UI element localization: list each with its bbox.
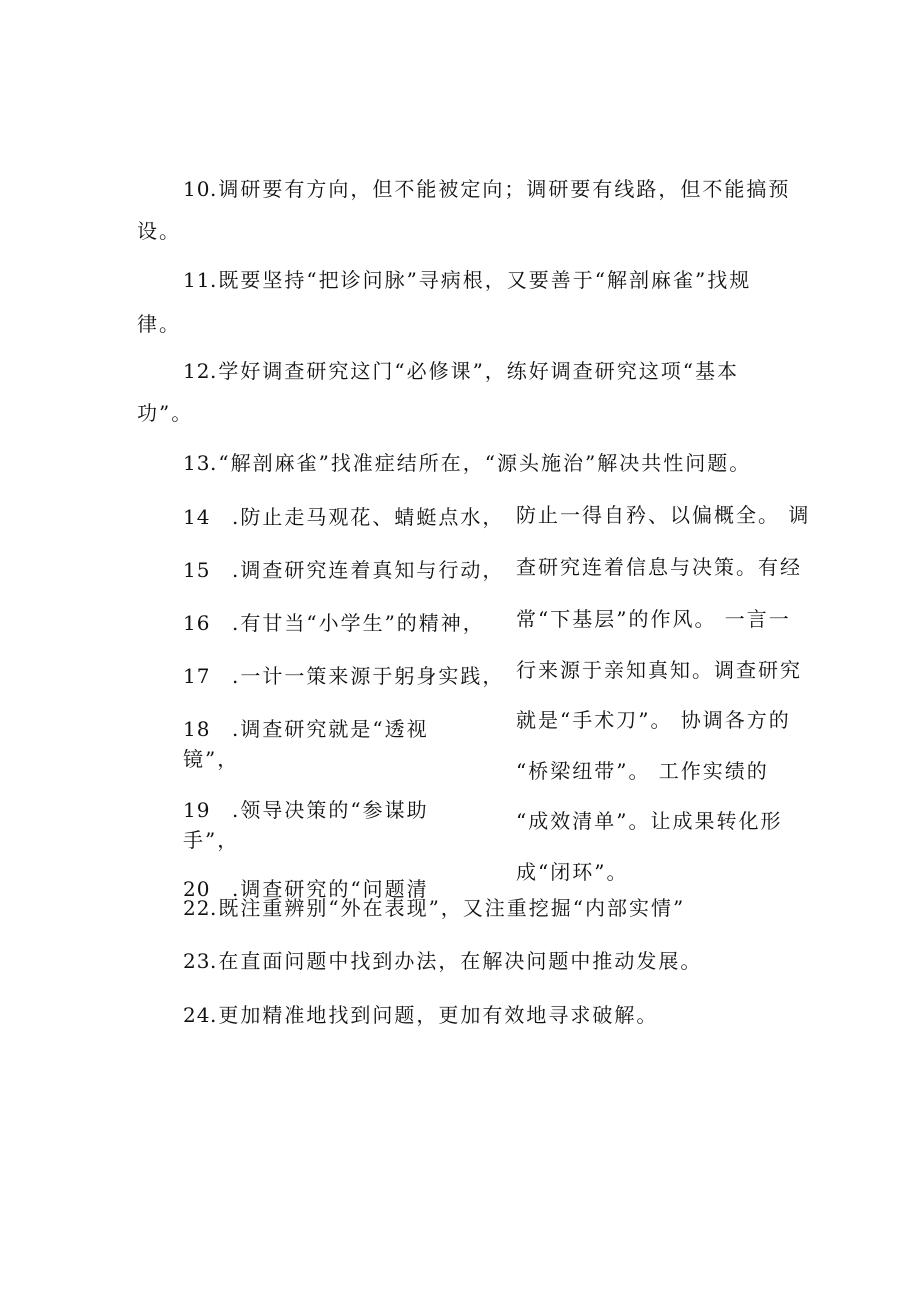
item-number: 10 [183,177,211,201]
right-column-line: 成“闭环”。 [516,860,629,884]
item-text: .在直面问题中找到办法，在解决问题中推动发展。 [210,949,703,973]
item-number: 15 [183,558,211,582]
item-text: .既注重辨别“外在表现”，又注重挖掘“内部实情” [210,896,686,920]
item-text: .防止走马观花、蜻蜓点水， [232,505,505,529]
item-number: 12 [183,359,211,383]
right-column-line: “桥梁纽带”。 工作实绩的 [516,759,769,783]
item-number: 24 [183,1003,211,1027]
item-number: 11 [183,268,211,292]
item-number: 19 [183,798,211,822]
clipped-item [180,876,480,901]
item-text-continued: 手”， [183,828,240,852]
item-number: 17 [183,664,211,688]
item-text: .调查研究连着真知与行动， [232,558,505,582]
item-number: 16 [183,611,211,635]
item-text: .一计一策来源于躬身实践， [232,664,505,688]
item-text: .调研要有方向，但不能被定向；调研要有线路，但不能搞预 [210,177,791,201]
item-number: 18 [183,717,211,741]
item-text: .既要坚持“把诊问脉”寻病根，又要善于“解剖麻雀”找规 [210,268,752,292]
right-column-line: “成效清单”。让成果转化形 [516,809,783,833]
item-number: 22 [183,896,211,920]
item-text: .调查研究就是“透视 [232,717,429,741]
item-text-continued: 律。 [137,312,181,336]
right-column-line: 就是“手术刀”。 协调各方的 [516,708,791,732]
item-text: .有甘当“小学生”的精神， [232,611,485,635]
right-column-line: 防止一得自矜、以偏概全。 调 [516,503,811,527]
item-number: 13 [183,451,211,475]
item-text-continued: 镜”， [183,747,240,771]
item-text-continued: 设。 [137,219,181,243]
item-text: .学好调查研究这门“必修课”，练好调查研究这项“基本 [210,359,740,383]
item-text-continued: 功”。 [137,401,194,425]
right-column-line: 常“下基层”的作风。 一言一 [516,607,791,631]
item-text: .更加精准地找到问题，更加有效地寻求破解。 [210,1003,659,1027]
item-number: 14 [183,505,211,529]
item-text: .“解剖麻雀”找准症结所在，“源头施治”解决共性问题。 [210,451,752,475]
item-text: .领导决策的“参谋助 [232,798,429,822]
item-number: 23 [183,949,211,973]
item-number: 20 [183,877,211,901]
right-column-line: 查研究连着信息与决策。有经 [516,555,802,579]
right-column-line: 行来源于亲知真知。调查研究 [516,658,802,682]
item-text: .调查研究的“问题清 [232,877,429,901]
